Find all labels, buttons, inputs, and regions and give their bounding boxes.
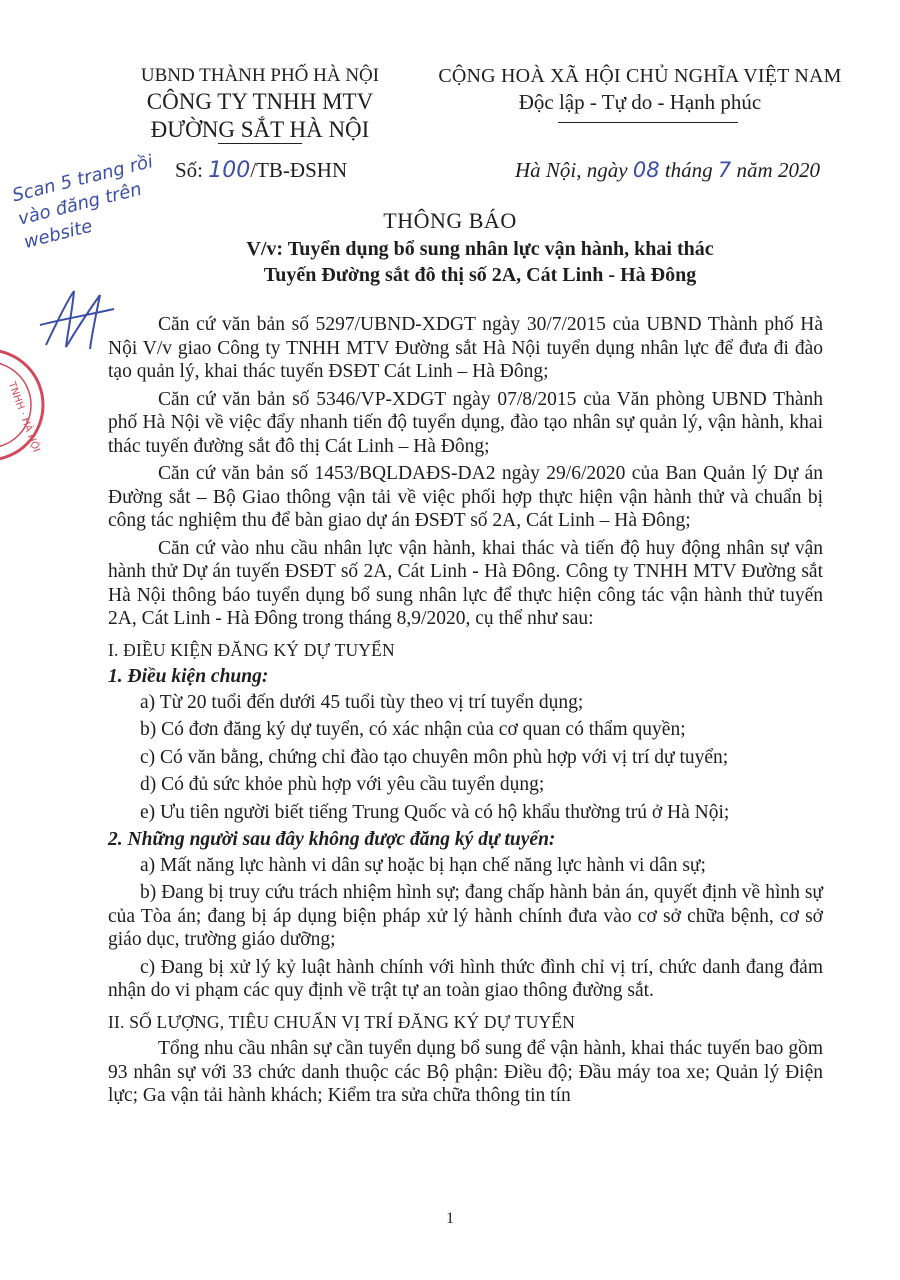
issuer-header — [110, 64, 410, 144]
stamp-text: TNHH · HÀ NỘI — [5, 380, 42, 454]
page-title: THÔNG BÁO — [383, 208, 517, 233]
handwritten-day: 08 — [632, 158, 660, 182]
subsection-heading-2: 2. Những người sau đây không được đăng ký dự tuyển: — [108, 829, 556, 850]
handwritten-month: 7 — [717, 158, 732, 182]
document-body — [108, 313, 823, 1112]
handwritten-number: 100 — [208, 158, 251, 183]
issuer-company-line2: ĐƯỜNG SẮT HÀ NỘI — [150, 117, 370, 142]
list-item: c) Đang bị xử lý kỷ luật hành chính với hình thức đình chỉ vị trí, chức danh đang đảm nhận do vi phạm các quy định về trật tự an toàn giao thông đường sắt. — [108, 956, 823, 1001]
issuer-parent-agency: UBND THÀNH PHỐ HÀ NỘI — [140, 65, 380, 86]
motto-underline — [558, 122, 738, 123]
national-title: CỘNG HOÀ XÃ HỘI CHỦ NGHĨA VIỆT NAM — [438, 65, 842, 87]
document-subject: V/v: Tuyển dụng bổ sung nhân lực vận hành, khai thác Tuyến Đường sắt đô thị số 2A, Cát Linh - Hà Đông — [246, 238, 714, 286]
list-item: e) Ưu tiên người biết tiếng Trung Quốc và có hộ khẩu thường trú ở Hà Nội; — [140, 801, 730, 823]
issuer-underline — [218, 143, 302, 144]
paragraph-section-2: Tổng nhu cầu nhân sự cần tuyển dụng bổ sung để vận hành, khai thác tuyến bao gồm 93 nhân sự với 33 chức danh thuộc các Bộ phận: Điều độ; Đầu máy toa xe; Quản lý Điện lực; Ga vận tải hành khách; Kiểm tra sửa chữa thông tin tín — [108, 1038, 823, 1106]
national-motto: Độc lập - Tự do - Hạnh phúc — [518, 90, 762, 114]
paragraph-basis-4: Căn cứ vào nhu cầu nhân lực vận hành, khai thác và tiến độ huy động nhân sự vận hành thử Dự án tuyến ĐSĐT số 2A, Cát Linh - Hà Đông. Công ty TNHH MTV Đường sắt Hà Nội thông báo tuyển dụng bổ sung nhân lực để thực hiện công tác vận hành thử tuyến 2A, Cát Linh - Hà Đông trong tháng 8,9/2020, cụ thể như sau: — [108, 537, 823, 629]
list-item: a) Mất năng lực hành vi dân sự hoặc bị hạn chế năng lực hành vi dân sự; — [140, 854, 706, 876]
document-number: Số: 100/TB-ĐSHN — [175, 158, 348, 183]
stamp-icon — [0, 335, 65, 475]
national-header — [425, 64, 855, 116]
document-date: Hà Nội, ngày 08 tháng 7 năm 2020 — [515, 158, 820, 182]
paragraph-basis-3: Căn cứ văn bản số 1453/BQLDAĐS-DA2 ngày 29/6/2020 của Ban Quản lý Dự án Đường sắt – Bộ Giao thông vận tải về việc phối hợp thực hiện vận hành thử và chuẩn bị công tác nghiệm thu để bàn giao dự án ĐSĐT số 2A, Cát Linh – Hà Đông; — [108, 463, 823, 531]
list-item: d) Có đủ sức khỏe phù hợp với yêu cầu tuyển dụng; — [140, 774, 545, 795]
list-item: b) Có đơn đăng ký dự tuyển, có xác nhận của cơ quan có thẩm quyền; — [140, 719, 686, 740]
handwritten-note: Scan 5 trang rồi vào đăng trên website — [10, 151, 156, 253]
subsection-heading-1: 1. Điều kiện chung: — [108, 666, 269, 687]
page-number: 1 — [446, 1210, 454, 1227]
section-heading-2: II. SỐ LƯỢNG, TIÊU CHUẨN VỊ TRÍ ĐĂNG KÝ DỰ TUYỂN — [108, 1011, 576, 1032]
section-heading-1: I. ĐIỀU KIỆN ĐĂNG KÝ DỰ TUYỂN — [108, 639, 395, 660]
list-item: b) Đang bị truy cứu trách nhiệm hình sự; đang chấp hành bản án, quyết định về hình sự của Tòa án; đang bị áp dụng biện pháp xử lý hành chính đưa vào cơ sở chữa bệnh, cơ sở giáo dục, trường giáo dưỡng; — [108, 882, 823, 950]
list-item: c) Có văn bằng, chứng chỉ đào tạo chuyên môn phù hợp với vị trí dự tuyển; — [140, 746, 729, 768]
paragraph-basis-2: Căn cứ văn bản số 5346/VP-XDGT ngày 07/8/2015 của Văn phòng UBND Thành phố Hà Nội về việc đẩy nhanh tiến độ tuyển dụng, đào tạo nhân sự quản lý, vận hành, khai thác tuyến đường sắt đô thị Cát Linh – Hà Đông; — [108, 388, 823, 457]
list-item: a) Từ 20 tuổi đến dưới 45 tuổi tùy theo vị trí tuyển dụng; — [140, 691, 584, 713]
issuer-company-line1: CÔNG TY TNHH MTV — [146, 89, 374, 114]
paragraph-basis-1: Căn cứ văn bản số 5297/UBND-XDGT ngày 30/7/2015 của UBND Thành phố Hà Nội V/v giao Công ty TNHH MTV Đường sắt Hà Nội tuyển dụng nhân lực để đưa đi đào tạo quản lý, khai thác tuyến ĐSĐT Cát Linh – Hà Đông; — [108, 314, 823, 382]
